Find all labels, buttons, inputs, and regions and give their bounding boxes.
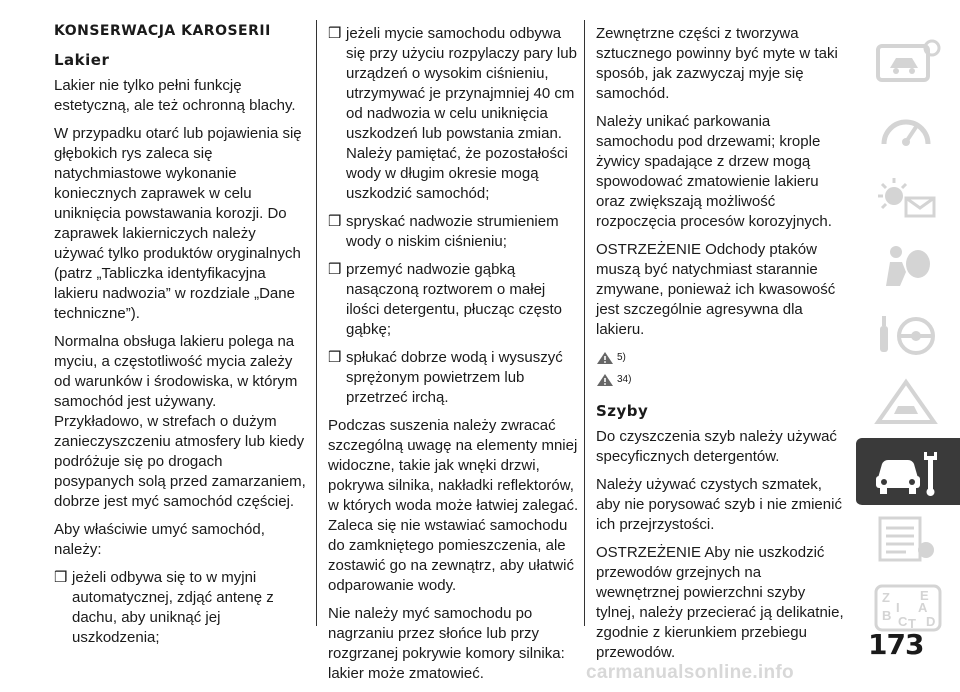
dashboard-gauge-icon	[872, 106, 944, 156]
warning-triangle-icon	[596, 373, 614, 387]
bullet-item	[328, 212, 582, 252]
column-divider-1	[316, 20, 317, 626]
note-reference[interactable]	[596, 370, 846, 390]
bullet-item	[328, 260, 582, 340]
subheading-szyby: Szyby	[596, 402, 649, 420]
bullet-text: jeżeli mycie samochodu odbywa się przy użyciu rozpylaczy pary lub urządzeń o wysokim ciśnieniu, utrzymywać je przynajmniej 40 cm od nadwozia w celu uniknięcia uszkodzeń lub powstania zmian. Należy pamiętać, że pozostałości wody w długim okresie mogą uszkodzić samochód;	[346, 25, 577, 202]
warning-triangle-icon	[596, 351, 614, 365]
paragraph: Podczas suszenia należy zwracać szczególną uwagę na elementy mniej widoczne, takie jak wnęki drzwi, pokrywa silnika, nakładki reflektorów, w których woda może łatwiej zalegać. Zaleca się nie wstawiać samochodu do zamkniętego pomieszczenia, ale zostawić go na zewnątrz, aby ułatwić odparowanie wody.	[328, 417, 579, 594]
paragraph: Należy unikać parkowania samochodu pod drzewami; krople żywicy spadające z drzew mogą spowodować zmatowienie lakieru oraz zwiększają możliwość rozpoczęcia procesów korozyjnych.	[596, 113, 832, 230]
paragraph: Aby właściwie umyć samochód, należy:	[54, 521, 265, 558]
paragraph: Nie należy myć samochodu po nagrzaniu przez słońce lub przy rozgrzanej pokrywie komory silnika: lakier może zmatowieć.	[328, 605, 565, 682]
paragraph: Lakier nie tylko pełni funkcję estetyczną, ale też ochronną blachy.	[54, 77, 296, 114]
technical-data-icon	[872, 514, 944, 564]
svg-text:T: T	[908, 616, 916, 631]
chapter-tab-dashboard[interactable]	[856, 98, 960, 166]
starting-driving-icon	[872, 310, 944, 360]
car-maintenance-icon	[872, 446, 944, 498]
bullet-text: spryskać nadwozie strumieniem wody o niskim ciśnieniu;	[346, 213, 559, 250]
chapter-tab-emergency[interactable]	[856, 370, 960, 438]
paragraph: W przypadku otarć lub pojawienia się głębokich rys zaleca się natychmiastowe wykonanie koniecznych zaprawek w celu uniknięcia powstawania korozji. Do zaprawek lakierniczych należy używać tylko produktów oryginalnych (patrz „Tabliczka identyfikacyjna lakieru nadwozia” w rozdziale „Dane techniczne”).	[54, 125, 302, 322]
bullet-item	[328, 24, 582, 204]
column-2	[328, 24, 582, 692]
bullet-item	[54, 568, 306, 648]
column-1	[54, 24, 306, 656]
checkbox-bullet-icon: ❒	[328, 25, 342, 42]
bullet-text: przemyć nadwozie gąbką nasączoną roztworem o małej ilości detergentu, płucząc często gąbkę;	[346, 261, 562, 338]
checkbox-bullet-icon: ❒	[328, 261, 342, 278]
bullet-item	[328, 348, 582, 408]
light-signal-icon	[872, 174, 944, 224]
svg-text:A: A	[918, 600, 928, 615]
chapter-tab-car-glance[interactable]	[856, 30, 960, 98]
watermark: carmanualsonline.info	[586, 662, 794, 683]
column-3	[596, 24, 846, 671]
paragraph: Zewnętrzne części z tworzywa sztucznego powinny być myte w taki sposób, jak zazwyczaj myje się samochód.	[596, 25, 838, 102]
chapter-sidebar	[856, 30, 960, 642]
subheading-lakier: Lakier	[54, 51, 110, 69]
chapter-tab-technical-data[interactable]	[856, 506, 960, 574]
warning-triangle-icon	[872, 378, 944, 428]
bullet-text: jeżeli odbywa się to w myjni automatycznej, zdjąć antenę z dachu, aby uniknąć jej uszkodzenia;	[72, 569, 274, 646]
page-number: 173	[868, 628, 924, 661]
alphabetical-index-icon	[872, 582, 944, 634]
paragraph: Do czyszczenia szyb należy używać specyficznych detergentów.	[596, 428, 837, 465]
chapter-tab-starting-driving[interactable]	[856, 302, 960, 370]
chapter-tab-safety[interactable]	[856, 234, 960, 302]
svg-text:Z: Z	[882, 590, 890, 605]
svg-text:C: C	[898, 614, 908, 629]
chapter-tab-lights[interactable]	[856, 166, 960, 234]
svg-text:I: I	[896, 600, 900, 615]
svg-text:D: D	[926, 614, 936, 629]
chapter-tab-maintenance[interactable]	[856, 438, 960, 506]
paragraph: Normalna obsługa lakieru polega na myciu, a częstotliwość mycia zależy od warunków i środowiska, w którym samochód jest używany. Przykładowo, w strefach o dużym zanieczyszczeniu atmosfery lub kiedy podróżuje się po drogach posypanych solą przed zamarzaniem, dobrze jest myć samochód częściej.	[54, 333, 306, 510]
checkbox-bullet-icon: ❒	[54, 569, 68, 586]
safety-airbag-icon	[872, 242, 944, 292]
svg-text:E: E	[920, 588, 929, 603]
checkbox-bullet-icon: ❒	[328, 349, 342, 366]
warning-paragraph: OSTRZEŻENIE Aby nie uszkodzić przewodów grzejnych na wewnętrznej powierzchni szyby tylnej, należy przecierać ją delikatnie, zgodnie z kierunkiem przebiegu przewodów.	[596, 544, 844, 661]
note-number: 5)	[617, 352, 626, 363]
warning-paragraph: OSTRZEŻENIE Odchody ptaków muszą być natychmiast starannie zmywane, ponieważ ich kwasowość jest szczególnie agresywna dla lakieru.	[596, 241, 836, 338]
note-reference[interactable]	[596, 348, 846, 368]
note-number: 34)	[617, 374, 632, 385]
svg-text:B: B	[882, 608, 892, 623]
section-heading: KONSERWACJA KAROSERII	[54, 23, 271, 39]
column-divider-2	[584, 20, 585, 626]
paragraph: Należy używać czystych szmatek, aby nie porysować szyb i nie zmienić ich przejrzystości.	[596, 476, 842, 533]
car-glance-icon	[872, 38, 944, 88]
checkbox-bullet-icon: ❒	[328, 213, 342, 230]
bullet-text: spłukać dobrze wodą i wysuszyć sprężonym powietrzem lub przetrzeć irchą.	[346, 349, 563, 406]
